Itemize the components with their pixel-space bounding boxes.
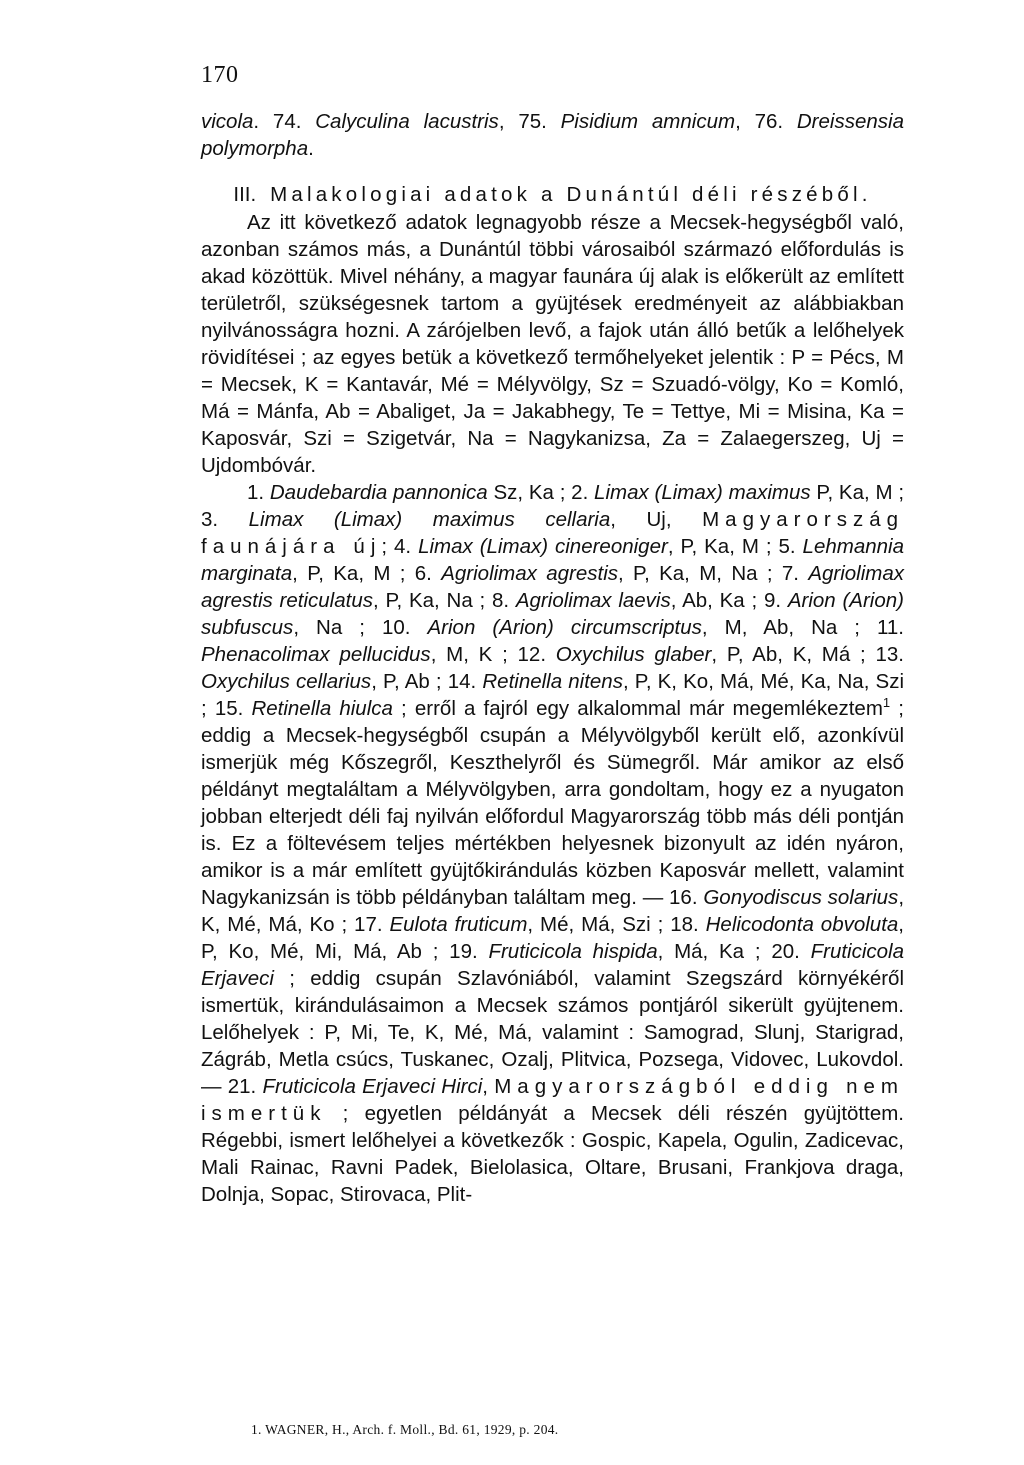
text-run: , P, Ka, M ; 5. <box>667 535 803 558</box>
text-run: 1. <box>247 481 270 504</box>
taxon-name: Retinella hiulca <box>251 697 393 720</box>
text-run: , P, Ab, K, Má ; 13. <box>711 643 904 666</box>
text-run: P, Ka, M ; 3. <box>201 481 905 531</box>
paragraph-abbreviations: Az itt következő adatok legnagyobb része a Mecsek-hegységből való, azonban számos más, a Dunántúl többi városaiból származó előfordulás is akad közöttük. Mivel néhány, a magyar faunára új alak is előkerült az említett területről, szükségesnek tartom a gyüjtések eredményeit az alábbiakban nyilvánosságra hozni. A zárójelben levő, a fajok után álló betűk a lelőhelyek rövidítései ; az egyes betük a következő termőhelyeket jelentik : P = Pécs, M = Mecsek, K = Kantavár, Mé = Mélyvölgy, Sz = Szuadó-völgy, Ko = Komló, Má = Mánfa, Ab = Abaliget, Ja = Jakabhegy, Te = Tettye, Mi = Misina, Ka = Kaposvár, Szi = Szigetvár, Na = Nagykanizsa, Za = Zalaegerszeg, Uj = Ujdombóvár. <box>201 211 904 477</box>
paragraph-species-list <box>201 479 904 1208</box>
section-heading <box>201 182 904 207</box>
text-run: Sz, Ka ; 2. <box>487 481 595 504</box>
taxon-name: Calyculina lacustris <box>315 110 499 133</box>
text-run: ; eddig a Mecsek-hegységből csupán a Mélyvölgyből került elő, azonkívül ismerjük még Kőszegről, Keszthelyről és Sümegről. Már amikor az első példányt megtaláltam a Mélyvölgyben, arra gondoltam, hogy ez a nyugaton jobban elterjedt déli faj nyilván előfordul Magyarország több más déli pontján is. Ez a föltevésem teljes mértékben helyesnek bizonyult az idén nyáron, amikor is a már említett gyüjtőkirándulás közben Kaposvár mellett, valamint Nagykanizsán is több példányban találtam meg. — 16. <box>201 697 904 909</box>
taxon-name: Daudebardia pannonica <box>269 481 488 504</box>
text-run: , P, Ka, M ; 6. <box>292 562 442 585</box>
taxon-name: Dreissensia polymorpha <box>201 110 904 160</box>
text-run: ; 4. <box>381 535 419 558</box>
section-title: Malakologiai adatok a Dunántúl déli részéből. <box>270 183 872 206</box>
taxon-name: Limax (Limax) cinereoniger <box>418 535 668 558</box>
taxon-name: Oxychilus cellarius <box>201 670 372 693</box>
text-run: , 75. <box>498 110 561 133</box>
footnote: 1. WAGNER, H., Arch. f. Moll., Bd. 61, 1929, p. 204. <box>251 1422 559 1437</box>
text-run: . 74. <box>253 110 316 133</box>
footnote-marker: 1 <box>882 695 891 711</box>
text-run: , Mé, Má, Szi ; 18. <box>527 913 706 936</box>
section-number: III. <box>233 183 257 206</box>
taxon-name: Agriolimax agrestis reticulatus <box>201 562 905 612</box>
taxon-name: Limax (Limax) maximus cellaria <box>248 508 611 531</box>
taxon-name: Lehmannia marginata <box>201 535 904 585</box>
text-run: , Má, Ka ; 20. <box>657 940 811 963</box>
taxon-name: Phenacolimax pellucidus <box>201 643 431 666</box>
text-run: , P, Ka, M, Na ; 7. <box>618 562 809 585</box>
text-run: . <box>308 137 314 160</box>
text-run: , P, Ko, Mé, Mi, Má, Ab ; 19. <box>201 913 904 963</box>
body-text <box>201 108 904 1208</box>
text-run: , M, Ab, Na ; 11. <box>701 616 904 639</box>
taxon-name: Fruticicola Erjaveci <box>201 940 905 990</box>
text-run: , <box>482 1075 495 1098</box>
text-run: , Na ; 10. <box>293 616 428 639</box>
text-run: , P, K, Ko, Má, Mé, Ka, Na, Szi ; 15. <box>201 670 905 720</box>
taxon-name: Agriolimax laevis <box>515 589 671 612</box>
text-run: , M, K ; 12. <box>430 643 556 666</box>
taxon-name: Agriolimax agrestis <box>441 562 619 585</box>
text-run: , P, Ab ; 14. <box>371 670 483 693</box>
text-run: ; egyetlen példányát a Mecsek déli részén gyüjtöttem. Régebbi, ismert lelőhelyei a következők : Gospic, Kapela, Ogulin, Zadicevac, Mali Rainac, Ravni Padek, Bielolasica, Oltare, Brusani, Frankjova draga, Dolnja, Sopac, Stirovaca, Plit- <box>201 1102 904 1206</box>
text-run: , Ab, Ka ; 9. <box>670 589 788 612</box>
taxon-name: Eulota fruticum <box>389 913 528 936</box>
text-run: ; erről a fajról egy alkalommal már megemlékeztem <box>392 697 883 720</box>
taxon-name: Pisidium amnicum <box>560 110 736 133</box>
spaced-emphasis: Magyarország faunájára új <box>201 508 904 558</box>
taxon-name: Gonyodiscus solarius <box>703 886 899 909</box>
taxon-name: vicola <box>201 110 254 133</box>
taxon-name: Fruticicola Erjaveci Hirci <box>262 1075 483 1098</box>
taxon-name: Limax (Limax) maximus <box>594 481 811 504</box>
taxon-name: Retinella nitens <box>482 670 623 693</box>
spaced-emphasis: Magyarországból eddig nem ismertük <box>201 1075 904 1125</box>
text-run: , Uj, <box>610 508 703 531</box>
taxon-name: Oxychilus glaber <box>555 643 712 666</box>
text-run: ; eddig csupán Szlavóniából, valamint Szegszárd környékéről ismertük, kirándulásaimon a Mecsek számos pontjáról sikerült gyüjtenem. Lelőhelyek : P, Mi, Te, K, Mé, Má, valamint : Samograd, Slunj, Starigrad, Zágráb, Metla csúcs, Tuskanec, Ozalj, Plitvica, Pozsega, Vidovec, Lukovdol. — 21. <box>201 967 904 1098</box>
text-run: , K, Mé, Má, Ko ; 17. <box>201 886 905 936</box>
taxon-name: Arion (Arion) subfuscus <box>201 589 904 639</box>
intro-paragraph <box>201 108 904 162</box>
taxon-name: Helicodonta obvoluta <box>705 913 899 936</box>
text-run: , P, Ka, Na ; 8. <box>373 589 516 612</box>
text-run: , 76. <box>735 110 797 133</box>
page-number: 170 <box>201 62 239 88</box>
taxon-name: Arion (Arion) circumscriptus <box>427 616 702 639</box>
taxon-name: Fruticicola hispida <box>488 940 658 963</box>
